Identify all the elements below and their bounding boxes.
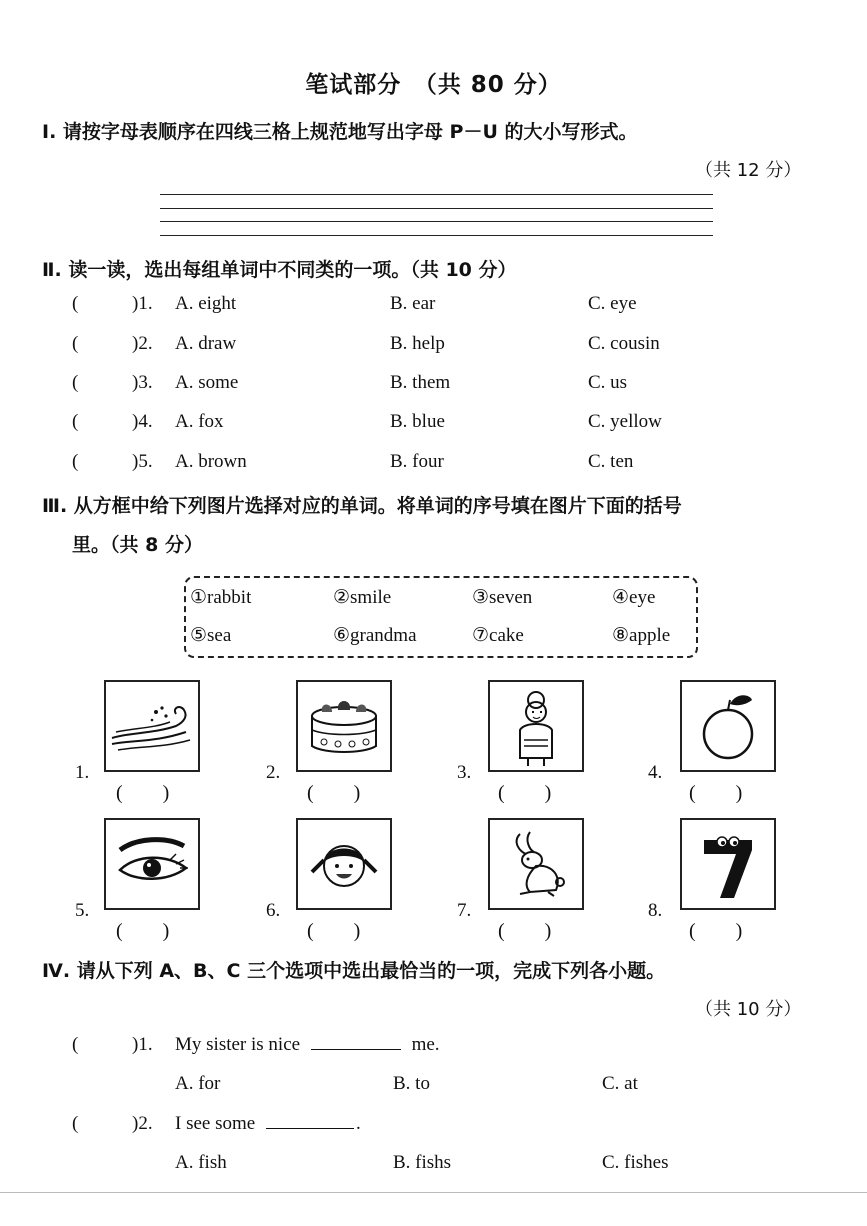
word-option: ⑧apple <box>612 625 671 646</box>
answer-blank[interactable]: ( ) <box>689 920 743 942</box>
option-b: B. blue <box>390 411 445 432</box>
rabbit-icon <box>488 818 584 910</box>
answer-blank[interactable]: ( ) <box>116 782 170 804</box>
question-number: )2. <box>132 1113 153 1134</box>
question-number: )3. <box>132 372 153 393</box>
stem-text: I see some <box>175 1113 256 1134</box>
option-b: B. ear <box>390 293 436 314</box>
answer-paren[interactable]: ( <box>72 411 79 432</box>
word-option: ⑦cake <box>472 625 524 646</box>
picture-number: 8. <box>648 900 663 921</box>
option-a: A. for <box>175 1073 221 1094</box>
answer-paren[interactable]: ( <box>72 293 79 314</box>
picture-number: 1. <box>75 762 90 783</box>
question-number: )4. <box>132 411 153 432</box>
option-a: A. draw <box>175 333 237 354</box>
option-b: B. to <box>393 1073 430 1094</box>
picture-number: 7. <box>457 900 472 921</box>
grandma-icon <box>488 680 584 772</box>
eye-icon <box>104 818 200 910</box>
grid-line <box>160 208 713 209</box>
option-c: C. eye <box>588 293 637 314</box>
page-title: 笔试部分 （共 80 分） <box>305 72 562 98</box>
section-3-heading: Ⅲ. 从方框中给下列图片选择对应的单词。将单词的序号填在图片下面的括号 <box>42 495 682 517</box>
section-4-points: （共 10 分） <box>695 999 802 1020</box>
option-c: C. ten <box>588 451 634 472</box>
answer-blank[interactable]: ( ) <box>498 920 552 942</box>
answer-paren[interactable]: ( <box>72 1034 79 1055</box>
answer-blank[interactable]: ( ) <box>689 782 743 804</box>
answer-blank[interactable]: ( ) <box>116 920 170 942</box>
option-a: A. brown <box>175 451 247 472</box>
option-c: C. fishes <box>602 1152 669 1173</box>
section-3-heading-cont: 里。（共 8 分） <box>72 534 203 556</box>
picture-number: 3. <box>457 762 472 783</box>
question-number: )5. <box>132 451 153 472</box>
word-option: ①rabbit <box>190 587 252 608</box>
option-c: C. cousin <box>588 333 660 354</box>
question-number: )1. <box>132 1034 153 1055</box>
word-option: ③seven <box>472 587 533 608</box>
section-4-heading: Ⅳ. 请从下列 A、B、C 三个选项中选出最恰当的一项，完成下列各小题。 <box>42 960 666 982</box>
option-a: A. fish <box>175 1152 227 1173</box>
word-option: ④eye <box>612 587 656 608</box>
option-a: A. some <box>175 372 239 393</box>
word-option: ②smile <box>333 587 392 608</box>
question-stem <box>175 1113 361 1135</box>
grid-line <box>160 221 713 222</box>
answer-blank[interactable]: ( ) <box>307 920 361 942</box>
answer-paren[interactable]: ( <box>72 1113 79 1134</box>
picture-number: 5. <box>75 900 90 921</box>
question-number: )2. <box>132 333 153 354</box>
option-c: C. us <box>588 372 628 393</box>
answer-blank[interactable]: ( ) <box>498 782 552 804</box>
picture-number: 4. <box>648 762 663 783</box>
smiling-girl-icon <box>296 818 392 910</box>
question-number: )1. <box>132 293 153 314</box>
answer-blank[interactable]: ( ) <box>307 782 361 804</box>
option-a: A. eight <box>175 293 237 314</box>
grid-line <box>160 235 713 236</box>
apple-icon <box>680 680 776 772</box>
option-b: B. four <box>390 451 444 472</box>
option-c: C. yellow <box>588 411 662 432</box>
question-stem <box>175 1034 440 1056</box>
section-1-heading: Ⅰ. 请按字母表顺序在四线三格上规范地写出字母 P－U 的大小写形式。 <box>42 121 638 143</box>
option-c: C. at <box>602 1073 638 1094</box>
sea-wave-icon <box>104 680 200 772</box>
answer-paren[interactable]: ( <box>72 451 79 472</box>
option-b: B. them <box>390 372 451 393</box>
answer-paren[interactable]: ( <box>72 372 79 393</box>
number-seven-icon <box>680 818 776 910</box>
option-b: B. help <box>390 333 445 354</box>
grid-line <box>160 194 713 195</box>
option-a: A. fox <box>175 411 224 432</box>
word-option: ⑤sea <box>190 625 232 646</box>
picture-number: 2. <box>266 762 281 783</box>
stem-text: me. <box>411 1034 440 1055</box>
section-2-heading: Ⅱ. 读一读，选出每组单词中不同类的一项。（共 10 分） <box>42 259 517 281</box>
word-option: ⑥grandma <box>333 625 417 646</box>
option-b: B. fishs <box>393 1152 452 1173</box>
stem-text: . <box>355 1113 361 1134</box>
fill-blank[interactable] <box>266 1128 354 1129</box>
answer-paren[interactable]: ( <box>72 333 79 354</box>
stem-text: My sister is nice <box>175 1034 301 1055</box>
picture-number: 6. <box>266 900 281 921</box>
page-bottom-rule <box>0 1192 867 1193</box>
section-1-points: （共 12 分） <box>695 160 802 181</box>
fill-blank[interactable] <box>311 1049 401 1050</box>
cake-icon <box>296 680 392 772</box>
